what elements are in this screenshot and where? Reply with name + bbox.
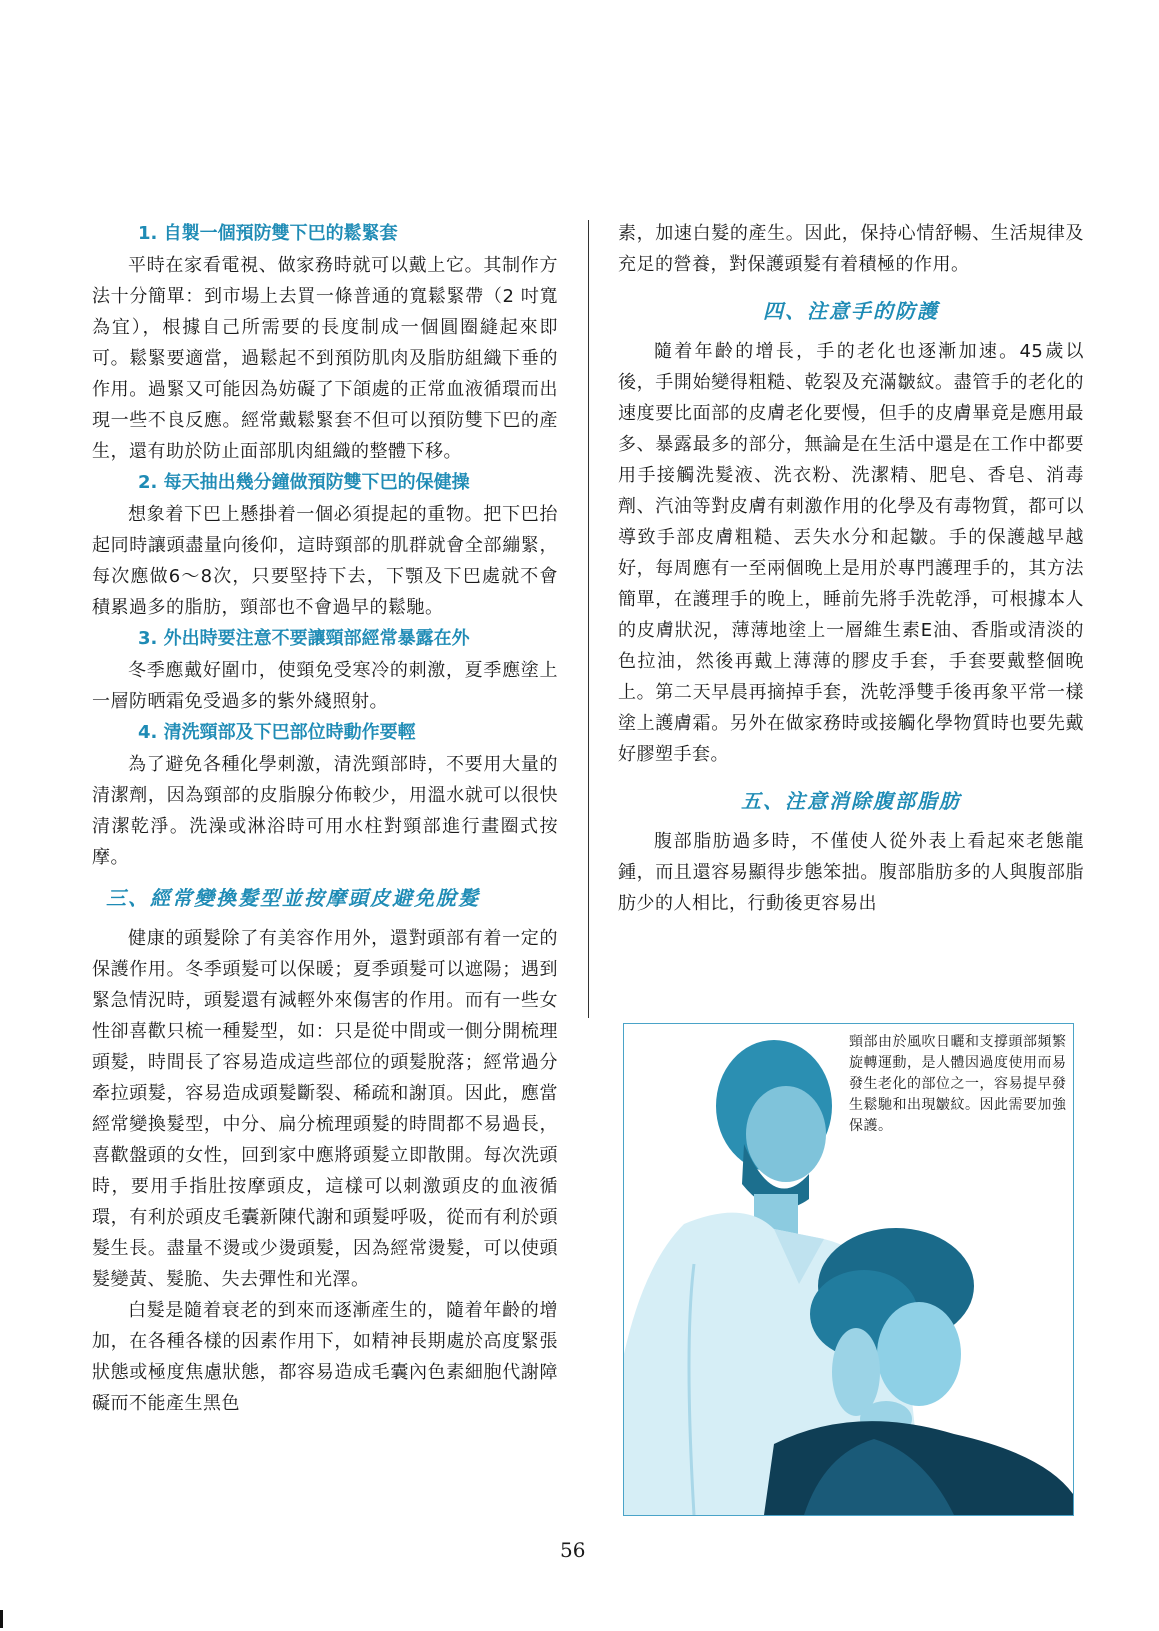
paragraph: 白髮是隨着衰老的到來而逐漸產生的，隨着年齡的增加，在各種各樣的因素作用下，如精神長期處於高度緊張狀態或極度焦慮狀態，都容易造成毛囊內色素細胞代謝障礙而不能產生黑色 xyxy=(92,1300,558,1414)
left-column xyxy=(92,218,558,1419)
paragraph: 冬季應戴好圍巾，使頸免受寒冷的刺激，夏季應塗上一層防晒霜免受過多的紫外綫照射。 xyxy=(92,660,558,712)
section-heading-3: 三、經常變換髮型並按摩頭皮避免脫髮 xyxy=(106,886,480,910)
paragraph: 隨着年齡的增長，手的老化也逐漸加速。45歲以後，手開始變得粗糙、乾裂及充滿皺紋。盡管手的老化的速度要比面部的皮膚老化要慢，但手的皮膚畢竟是應用最多、暴露最多的部分，無論是在生活中還是在工作中都要用手接觸洗髮液、洗衣粉、洗潔精、肥皂、香皂、消毒劑、汽油等對皮膚有刺激作用的化學及有毒物質，都可以導致手部皮膚粗糙、丟失水分和起皺。手的保護越早越好，每周應有一至兩個晚上是用於專門護理手的，其方法簡單，在護理手的晚上，睡前先將手洗乾淨，可根據本人的皮膚狀況，薄薄地塗上一層維生素E油、香脂或清淡的色拉油，然後再戴上薄薄的膠皮手套，手套要戴整個晚上。第二天早晨再摘掉手套，洗乾淨雙手後再象平常一樣塗上護膚霜。另外在做家務時或接觸化學物質時也要先戴好膠塑手套。 xyxy=(618,341,1084,765)
paragraph: 腹部脂肪過多時，不僅使人從外表上看起來老態龍鍾，而且還容易顯得步態笨拙。腹部脂肪多的人與腹部脂肪少的人相比，行動後更容易出 xyxy=(618,831,1084,914)
paragraph: 健康的頭髮除了有美容作用外，還對頭部有着一定的保護作用。冬季頭髮可以保暖；夏季頭髮可以遮陽；遇到緊急情況時，頭髮還有減輕外來傷害的作用。而有一些女性卻喜歡只梳一種髮型，如：只是從中間或一側分開梳理頭髮，時間長了容易造成這些部位的頭髮脫落；經常過分牽拉頭髮，容易造成頭髮斷裂、稀疏和謝頂。因此，應當經常變換髮型，中分、扁分梳理頭髮的時間都不易過長，喜歡盤頭的女性，回到家中應將頭髮立即散開。每次洗頭時，要用手指肚按摩頭皮，這樣可以刺激頭皮的血液循環，有利於頭皮毛囊新陳代謝和頭髮呼吸，從而有利於頭髮生長。盡量不燙或少燙頭髮，因為經常燙髮，可以使頭髮變黃、髮脆、失去彈性和光澤。 xyxy=(92,928,558,1290)
section-heading-4: 四、注意手的防護 xyxy=(763,299,939,323)
paragraph: 為了避免各種化學刺激，清洗頸部時，不要用大量的清潔劑，因為頸部的皮脂腺分佈較少，用溫水就可以很快清潔乾淨。洗澡或淋浴時可用水柱對頸部進行畫圈式按摩。 xyxy=(92,754,558,868)
paragraph: 想象着下巴上懸掛着一個必須提起的重物。把下巴抬起同時讓頭盡量向後仰，這時頸部的肌群就會全部繃緊，每次應做6～8次，只要堅持下去，下顎及下巴處就不會積累過多的脂肪，頸部也不會過早的鬆馳。 xyxy=(92,504,558,618)
section-heading-5: 五、注意消除腹部脂肪 xyxy=(741,789,961,813)
right-column xyxy=(618,218,1084,919)
figure-neck-massage xyxy=(623,1023,1074,1516)
paragraph: 平時在家看電視、做家務時就可以戴上它。其制作方法十分簡單：到市場上去買一條普通的寬鬆緊帶（2 吋寬為宜），根據自己所需要的長度制成一個圓圈縫起來即可。鬆緊要適當，過鬆起不到預防肌肉及脂肪組織下垂的作用。過緊又可能因為妨礙了下頜處的正常血液循環而出現一些不良反應。經常戴鬆緊套不但可以預防雙下巴的產生，還有助於防止面部肌肉組織的整體下移。 xyxy=(92,255,558,462)
scan-mark xyxy=(0,1610,3,1628)
subheading-2: 2. 每天抽出幾分鐘做預防雙下巴的保健操 xyxy=(138,472,470,493)
figure-caption: 頸部由於風吹日曬和支撐頭部頻繁旋轉運動，是人體因過度使用而易發生老化的部位之一，容易提早發生鬆馳和出現皺紋。因此需要加強保護。 xyxy=(849,1034,1067,1134)
subheading-1: 1. 自製一個預防雙下巴的鬆緊套 xyxy=(138,223,398,244)
page-number: 56 xyxy=(560,1538,586,1562)
subheading-3: 3. 外出時要注意不要讓頸部經常暴露在外 xyxy=(138,628,470,649)
paragraph: 素，加速白髮的產生。因此，保持心情舒暢、生活規律及充足的營養，對保護頭髮有着積極的作用。 xyxy=(618,223,1084,275)
column-divider xyxy=(588,220,589,1018)
subheading-4: 4. 清洗頸部及下巴部位時動作要輕 xyxy=(138,722,416,743)
